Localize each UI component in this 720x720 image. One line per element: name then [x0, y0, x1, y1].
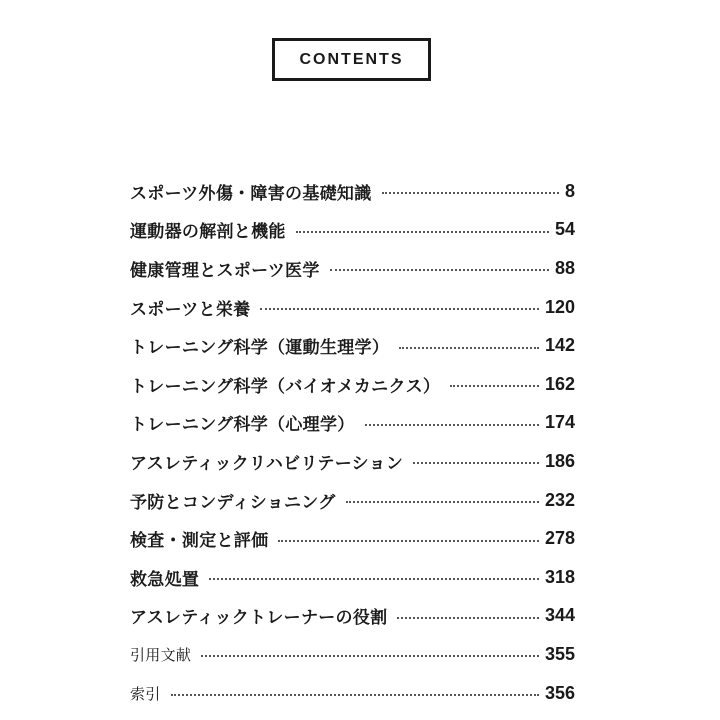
- toc-leader-dots: [346, 501, 539, 503]
- toc-entry-title: 引用文献: [130, 645, 192, 664]
- toc-entry[interactable]: [130, 635, 575, 674]
- toc-leader-dots: [171, 694, 539, 696]
- toc-leader-dots: [330, 269, 549, 271]
- toc-entry-title: 検査・測定と評価: [130, 531, 269, 552]
- toc-leader-dots: [397, 617, 538, 619]
- toc-entry-page: 356: [544, 682, 575, 703]
- toc-entry[interactable]: [130, 326, 575, 365]
- toc-entry-page: 318: [544, 566, 575, 587]
- toc-entry[interactable]: [130, 519, 575, 558]
- toc-leader-dots: [450, 385, 539, 387]
- toc-leader-dots: [365, 424, 539, 426]
- toc-entry-title: 救急処置: [130, 569, 200, 590]
- toc-entry[interactable]: [130, 404, 575, 443]
- toc-entry-page: 186: [544, 450, 575, 471]
- toc-entry-page: 232: [544, 489, 575, 510]
- toc-entry-title: 索引: [130, 684, 161, 703]
- toc-leader-dots: [278, 540, 539, 542]
- toc-entry[interactable]: [130, 249, 575, 288]
- toc-entry-page: 162: [544, 373, 575, 394]
- toc-leader-dots: [296, 231, 549, 233]
- toc-entry[interactable]: [130, 365, 575, 404]
- toc-entry[interactable]: [130, 674, 575, 713]
- toc-entry-title: スポーツと栄養: [130, 299, 251, 320]
- table-of-contents: [130, 172, 575, 712]
- toc-leader-dots: [382, 192, 559, 194]
- toc-entry-title: アスレティックリハビリテーション: [130, 453, 404, 474]
- toc-entry-title: トレーニング科学（運動生理学）: [130, 338, 390, 359]
- toc-entry-title: アスレティックトレーナーの役割: [130, 608, 388, 629]
- toc-entry-page: 120: [544, 296, 575, 317]
- toc-leader-dots: [201, 655, 539, 657]
- toc-leader-dots: [399, 347, 539, 349]
- toc-entry[interactable]: [130, 288, 575, 327]
- toc-entry-page: 278: [544, 528, 575, 549]
- toc-entry[interactable]: [130, 597, 575, 636]
- toc-entry-page: 174: [544, 412, 575, 433]
- toc-entry-title: スポーツ外傷・障害の基礎知識: [130, 183, 372, 204]
- toc-entry[interactable]: [130, 211, 575, 250]
- toc-entry-page: 88: [554, 257, 575, 278]
- toc-entry-title: 予防とコンディショニング: [130, 492, 336, 513]
- toc-leader-dots: [260, 308, 539, 310]
- toc-entry-title: 健康管理とスポーツ医学: [130, 260, 320, 281]
- toc-entry-page: 8: [564, 180, 575, 201]
- toc-entry-title: トレーニング科学（バイオメカニクス）: [130, 376, 441, 397]
- toc-entry[interactable]: [130, 558, 575, 597]
- toc-entry[interactable]: [130, 172, 575, 211]
- toc-entry[interactable]: [130, 481, 575, 520]
- toc-entry-page: 344: [544, 605, 575, 626]
- toc-entry-title: トレーニング科学（心理学）: [130, 415, 355, 436]
- contents-heading: CONTENTS: [272, 38, 431, 81]
- toc-entry-page: 355: [544, 643, 575, 664]
- toc-leader-dots: [413, 462, 539, 464]
- toc-entry-page: 142: [544, 335, 575, 356]
- toc-entry-page: 54: [554, 219, 575, 240]
- toc-entry-title: 運動器の解剖と機能: [130, 222, 286, 243]
- toc-leader-dots: [209, 578, 539, 580]
- toc-entry[interactable]: [130, 442, 575, 481]
